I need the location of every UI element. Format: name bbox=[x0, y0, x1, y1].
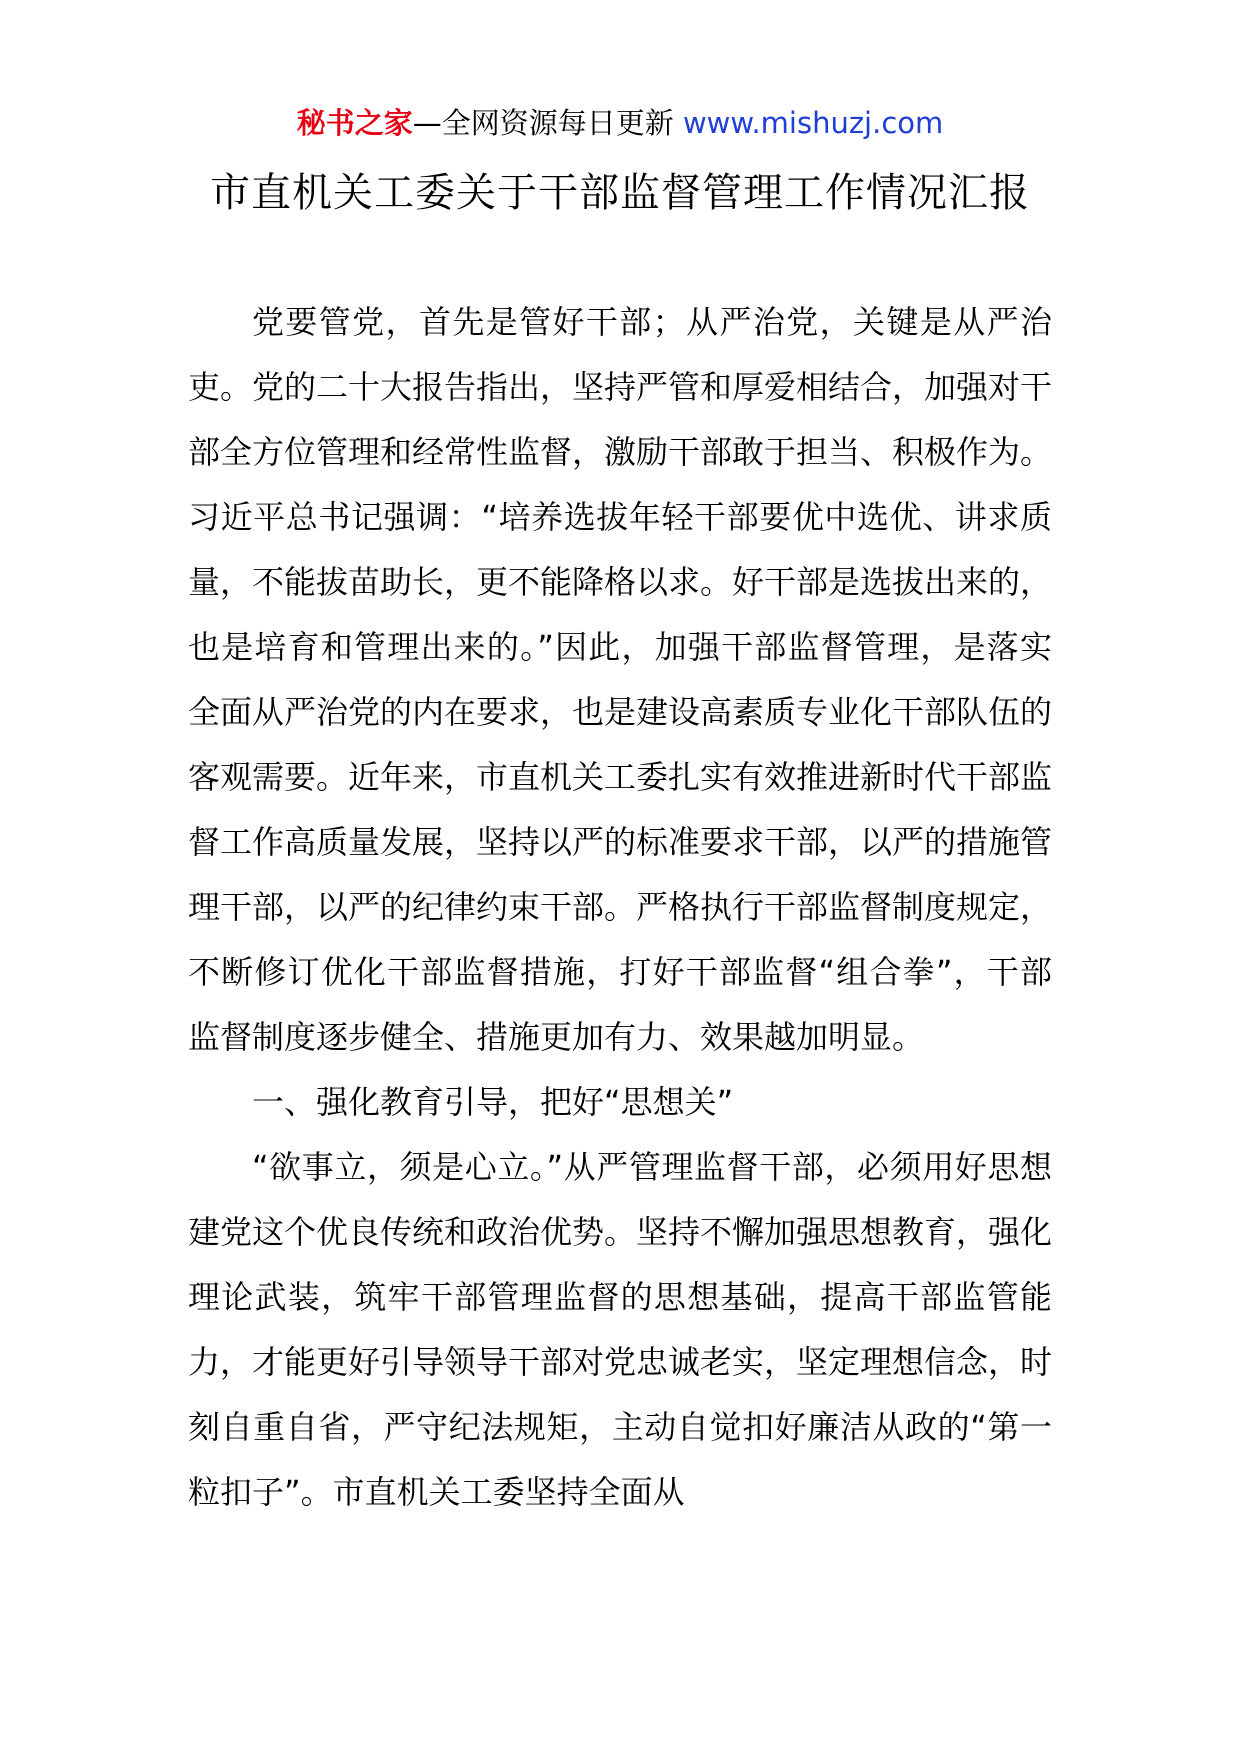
section-heading-1: 一、强化教育引导，把好“思想关” bbox=[252, 1083, 734, 1121]
paragraph-intro: 党要管党，首先是管好干部；从严治党，关键是从严治吏。党的二十大报告指出，坚持严管和厚爱相结合，加强对干部全方位管理和经常性监督，激励干部敢于担当、积极作为。习近平总书记强调：“培养选拔年轻干部要优中选优、讲求质量，不能拔苗助长，更不能降格以求。好干部是选拔出来的，也是培育和管理出来的。”因此，加强干部监督管理，是落实全面从严治党的内在要求，也是建设高素质专业化干部队伍的客观需要。近年来，市直机关工委扎实有效推进新时代干部监督工作高质量发展，坚持以严的标准要求干部，以严的措施管理干部，以严的纪律约束干部。严格执行干部监督制度规定，不断修订优化干部监督措施，打好干部监督“组合拳”，干部监督制度逐步健全、措施更加有力、效果越加明显。 bbox=[188, 303, 1053, 1056]
document-body bbox=[188, 290, 1052, 1525]
site-url: www.mishuzj.com bbox=[682, 106, 944, 140]
site-brand: 秘书之家 bbox=[296, 106, 413, 140]
paragraph-section-1: “欲事立，须是心立。”从严管理监督干部，必须用好思想建党这个优良传统和政治优势。坚持不懈加强思想教育，强化理论武装，筑牢干部管理监督的思想基础，提高干部监管能力，才能更好引导领导干部对党忠诚老实，坚定理想信念，时刻自重自省，严守纪法规矩，主动自觉扣好廉洁从政的“第一粒扣子”。市直机关工委坚持全面从 bbox=[188, 1148, 1053, 1511]
site-slogan: —全网资源每日更新 bbox=[412, 106, 674, 140]
site-header bbox=[0, 103, 1240, 143]
document-title: 市直机关工委关于干部监督管理工作情况汇报 bbox=[210, 170, 1030, 216]
